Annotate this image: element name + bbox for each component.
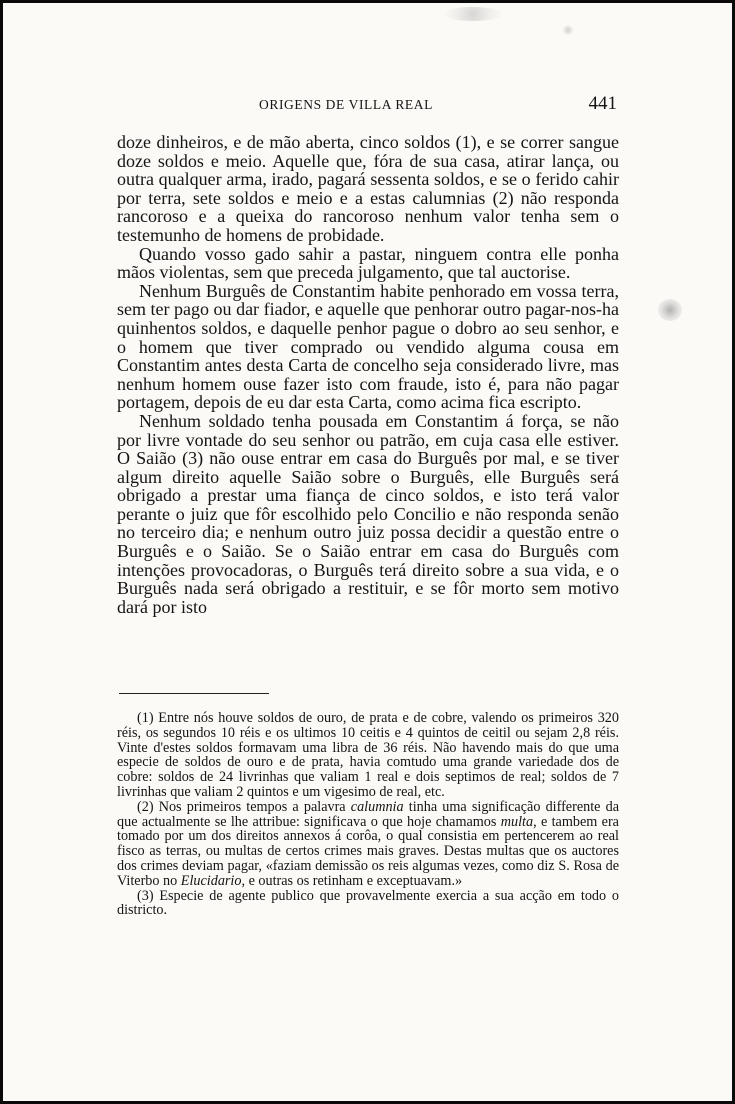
paper-stain [658,299,682,321]
footnote-2-book-title: Elucidario [180,872,242,889]
footnote-2-term: calumnia [350,798,404,815]
footnote-2-text: , e tambem era tomado por um dos direitos annexos á corôa, o qual consistia em pertencerem ao real fisco as terras, ou multas de certos crimes mais graves. Destas multas que os auctores dos crimes deviam pagar, «faziam demissão os reis algumas vezes, como diz S. Rosa de Viterbo no [117,813,619,889]
running-head [117,93,619,117]
page-number: 441 [588,93,617,114]
footnotes [117,711,619,918]
paragraph: Quando vosso gado sahir a pastar, ninguem contra elle ponha mãos violentas, sem que preceda julgamento, que tal auctorise. [117,243,619,283]
paragraph: doze dinheiros, e de mão aberta, cinco soldos (1), e se correr sangue doze soldos e meio. Aquelle que, fóra de sua casa, atirar lança, ou outra qualquer arma, irado, pagará sessenta soldos, e se o ferido cahir por terra, sete soldos e meio e a estas calumnias (2) não responda rancoroso e a queixa do rancoroso nenhum valor tenha sem o testemunho de homens de probidade. [117,132,619,245]
paper-stain [443,7,503,21]
footnote-2-term: multa [500,813,534,830]
paper-stain [563,25,573,35]
footnote-2 [117,800,619,889]
body-text [117,133,619,616]
footnote-2-text: (2) Nos primeiros tempos a palavra [137,798,351,815]
running-title: ORIGENS DE VILLA REAL [259,97,433,112]
footnote-separator [119,693,269,694]
footnote-1: (1) Entre nós houve soldos de ouro, de prata e de cobre, valendo os primeiros 320 réis, os segundos 10 réis e os ultimos 10 ceitis e 4 quintos de ceitil ou sejam 2,8 réis. Vinte d'estes soldos formavam uma libra de 36 réis. Não havendo mais do que uma especie de soldos de ouro e de prata, havia comtudo uma grande variedade dos de cobre: soldos de 24 livrinhas que valiam 1 real e dois septimos de real; soldos de 7 livrinhas que valiam 2 quintos e um vigesimo de real, etc. [117,710,619,800]
footnote-2-text: tinha uma significação differente da que actualmente se lhe attribue: significava o que hoje chamamos [117,798,620,830]
footnote-2-text: , e outras os retinham e exceptuavam.» [241,872,463,889]
footnote-3: (3) Especie de agente publico que provavelmente exercia a sua acção em todo o districto. [117,887,619,919]
paragraph: Nenhum soldado tenha pousada em Constantim á força, se não por livre vontade do seu senhor ou patrão, em cuja casa elle estiver. O Saião (3) não ouse entrar em casa do Burguês por mal, e se tiver algum direito aquelle Saião sobre o Burguês, elle Burguês será obrigado a prestar uma fiança de cinco soldos, e isto terá valor perante o juiz que fôr escolhido pelo Concilio e não responda senão no terceiro dia; e nenhum outro juiz possa decidir a questão entre o Burguês e o Saião. Se o Saião entrar em casa do Burguês com intenções provocadoras, o Burguês terá direito sobre a sua vida, e o Burguês nada será obrigado a restituir, e se fôr morto sem motivo dará por isto [117,410,619,617]
paragraph: Nenhum Burguês de Constantim habite penhorado em vossa terra, sem ter pago ou dar fiador, e aquelle que penhorar outro pagar-nos-ha quinhentos soldos, e daquelle penhor pague o dobro ao seu senhor, e o homem que tiver comprado ou vendido alguma cousa em Constantim antes desta Carta de concelho seja considerado livre, mas nenhum homem ouse fazer isto com fraude, isto é, para não pagar portagem, depois de eu dar esta Carta, como acima fica escripto. [117,280,619,413]
